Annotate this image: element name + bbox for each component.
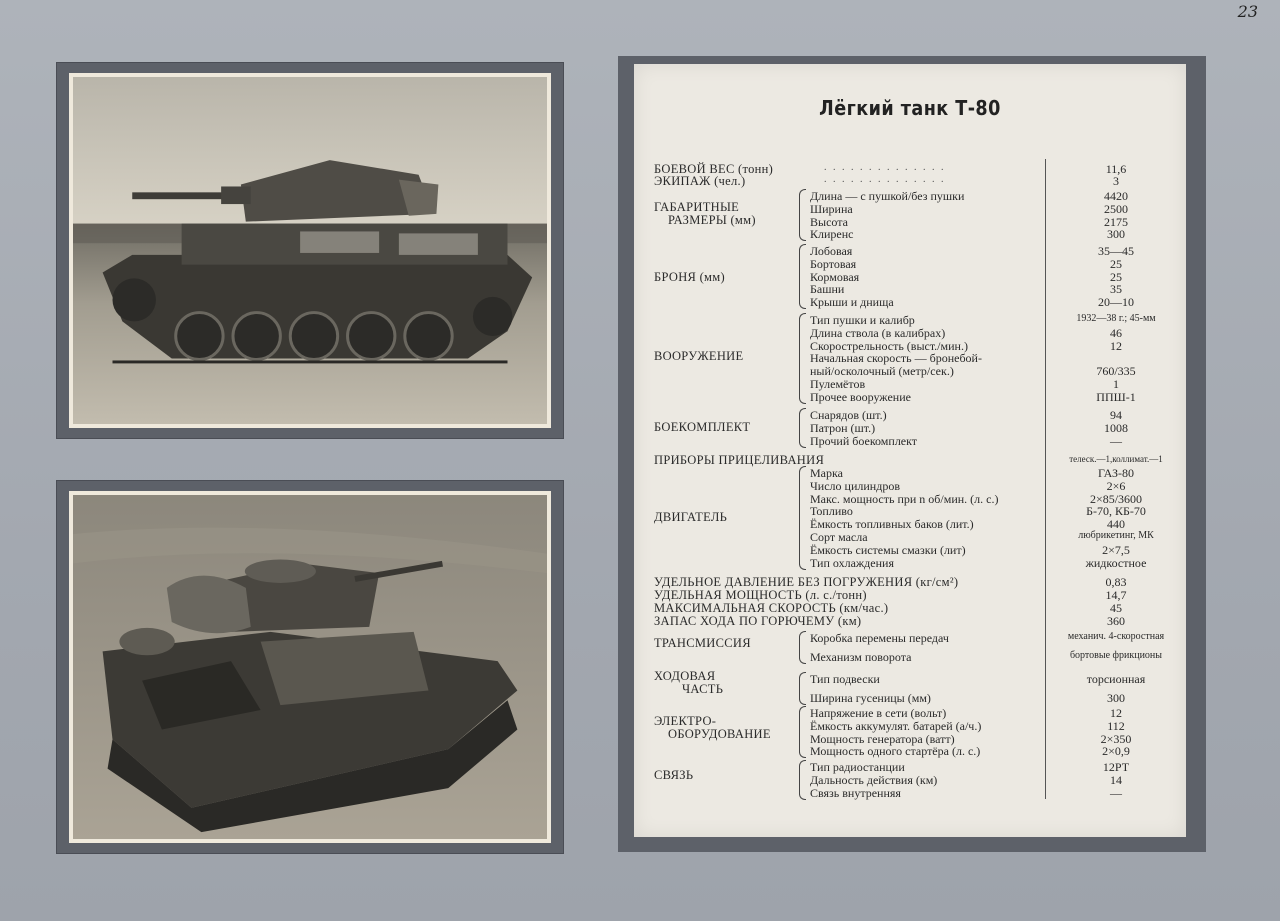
tank-side-view-icon: [73, 77, 547, 424]
spec-label: Бортовая: [810, 256, 857, 271]
spec-label: Высота: [810, 214, 848, 229]
spec-category: ЭКИПАЖ (чел.): [654, 174, 746, 188]
spec-value: 14: [1110, 772, 1122, 787]
spec-value: 2×85/3600: [1089, 491, 1143, 506]
spec-label: Макс. мощность при n об/мин. (л. с.): [810, 491, 999, 506]
spec-category: ТРАНСМИССИЯ: [654, 636, 751, 650]
spec-sheet: [634, 64, 1186, 837]
spec-value: бортовые фрикционы: [1069, 650, 1163, 661]
spec-value: 2175: [1104, 214, 1128, 229]
spec-label: Ёмкость аккумулят. батарей (а/ч.): [810, 718, 982, 733]
spec-value: —: [1110, 433, 1122, 448]
spec-value: 2×0,9: [1102, 744, 1130, 759]
spec-value: 25: [1110, 256, 1122, 271]
spec-label: Связь внутренняя: [810, 785, 901, 800]
spec-label: Пулемётов: [810, 377, 866, 391]
spec-label: Лобовая: [810, 244, 853, 258]
spec-label: Сорт масла: [810, 530, 868, 544]
spec-label: Мощность одного стартёра (л. с.): [810, 744, 981, 759]
spec-value: 20—10: [1098, 295, 1134, 310]
spec-category: ХОДОВАЯ: [654, 669, 716, 683]
spec-category: СВЯЗЬ: [654, 768, 694, 782]
tank-rear-photo: [69, 491, 551, 843]
spec-value: 46: [1110, 325, 1122, 340]
spec-category: ЗАПАС ХОДА ПО ГОРЮЧЕМУ (км): [654, 614, 862, 628]
spec-category: БРОНЯ (мм): [654, 270, 725, 284]
spec-label: Ширина: [810, 201, 853, 216]
spec-category: РАЗМЕРЫ (мм): [668, 213, 756, 227]
spec-label: Тип пушки и калибр: [810, 313, 915, 327]
spec-value: 2×350: [1100, 731, 1132, 746]
spec-value: 11,6: [1105, 162, 1127, 176]
spec-label: Крыши и днища: [810, 295, 894, 310]
spec-label: Число цилиндров: [810, 478, 900, 493]
spec-category: ОБОРУДОВАНИЕ: [668, 727, 771, 741]
spec-label: Ёмкость топливных баков (лит.): [810, 517, 974, 532]
spec-category: ЭЛЕКТРО-: [654, 714, 717, 728]
spec-category: ПРИБОРЫ ПРИЦЕЛИВАНИЯ: [654, 453, 825, 467]
spec-value: жидкостное: [1085, 555, 1147, 570]
spec-value: 45: [1110, 601, 1122, 615]
spec-value: 300: [1107, 227, 1125, 242]
spec-value: 760/335: [1096, 364, 1136, 379]
spec-category: МАКСИМАЛЬНАЯ СКОРОСТЬ (км/час.): [654, 601, 889, 615]
spec-value: 1: [1113, 377, 1119, 391]
dot-leader: . . . . . . . . . . . . . .: [824, 174, 946, 185]
spec-value: 112: [1107, 718, 1125, 733]
spec-label: Тип подвески: [810, 672, 880, 686]
brace: [799, 466, 806, 570]
spec-value: телеск.—1,коллимат.—1: [1069, 454, 1163, 464]
spec-value: 440: [1107, 517, 1125, 532]
spec-value: торсионная: [1086, 672, 1146, 686]
spec-value: любрикетинг, МК: [1078, 530, 1154, 541]
spec-label: Прочий боекомплект: [810, 433, 918, 448]
brace: [799, 631, 806, 664]
spec-label: Дальность действия (км): [810, 772, 938, 787]
brace: [799, 760, 806, 800]
spec-label: Механизм поворота: [810, 650, 912, 664]
spec-label: Кормовая: [810, 269, 860, 284]
spec-category: ДВИГАТЕЛЬ: [654, 510, 728, 524]
spec-value: 25: [1110, 269, 1122, 284]
spec-value: Б-70, КБ-70: [1086, 504, 1146, 519]
spec-value: механич. 4-скоростная: [1067, 631, 1165, 642]
brace: [799, 313, 806, 404]
spec-category: БОЕКОМПЛЕКТ: [654, 420, 751, 434]
brace: [799, 244, 806, 309]
spec-value: 4420: [1104, 189, 1128, 203]
spec-label: Напряжение в сети (вольт): [810, 706, 947, 720]
spec-value: 0,83: [1105, 575, 1127, 589]
spec-value: 2×6: [1106, 478, 1126, 493]
spec-category: ГАБАРИТНЫЕ: [654, 200, 740, 214]
spec-value: 35: [1110, 282, 1122, 297]
spec-label: Мощность генератора (ватт): [810, 731, 955, 746]
spec-label: Тип охлаждения: [810, 555, 894, 570]
spec-label: Топливо: [810, 504, 853, 519]
spec-label: Снарядов (шт.): [810, 408, 887, 422]
spec-value: 12РТ: [1102, 760, 1130, 774]
spec-value: 94: [1110, 408, 1122, 422]
page-number: 23: [1237, 2, 1258, 21]
spec-label: Тип радиостанции: [810, 760, 905, 774]
spec-value: —: [1110, 785, 1122, 800]
spec-value: 3: [1113, 174, 1119, 188]
spec-label: Марка: [810, 466, 843, 480]
spec-category: УДЕЛЬНОЕ ДАВЛЕНИЕ БЕЗ ПОГРУЖЕНИЯ (кг/см²): [654, 575, 959, 589]
spec-label: Прочее вооружение: [810, 389, 911, 404]
spec-value: 12: [1110, 706, 1122, 720]
spec-value: 12: [1110, 338, 1122, 353]
spec-label: Ёмкость системы смазки (лит): [810, 542, 966, 557]
spec-category: БОЕВОЙ ВЕС (тонн): [654, 162, 774, 176]
sheet-title: Лёгкий танк Т-80: [819, 96, 1001, 120]
brace: [799, 189, 806, 241]
spec-value: 2500: [1104, 201, 1128, 216]
photo-frame-top: [57, 63, 563, 438]
spec-label: Начальная скорость — бронебой-: [810, 351, 982, 366]
spec-label: Патрон (шт.): [810, 420, 876, 435]
spec-category: ЧАСТЬ: [682, 682, 724, 696]
spec-value: 1932—38 г.; 45-мм: [1076, 313, 1156, 324]
spec-value: ГАЗ-80: [1097, 466, 1134, 480]
spec-label: Коробка перемены передач: [810, 631, 949, 645]
spec-value: 360: [1107, 614, 1125, 628]
spec-value: ППШ-1: [1096, 389, 1136, 404]
spec-label: Длина — с пушкой/без пушки: [810, 189, 965, 203]
tank-rear-view-icon: [73, 495, 547, 839]
spec-label: ный/осколочный (метр/сек.): [810, 364, 954, 379]
spec-label: Башни: [810, 282, 845, 297]
spec-value: 300: [1107, 691, 1125, 705]
spec-value: 1008: [1104, 420, 1128, 435]
brace: [799, 706, 806, 758]
spec-value: 2×7,5: [1102, 542, 1130, 557]
spec-value: 14,7: [1105, 588, 1127, 602]
spec-label: Ширина гусеницы (мм): [810, 691, 931, 705]
spec-value: 35—45: [1098, 244, 1134, 258]
dot-leader: . . . . . . . . . . . . . .: [824, 162, 946, 173]
spec-label: Длина ствола (в калибрах): [810, 325, 946, 340]
spec-category: ВООРУЖЕНИЕ: [654, 349, 744, 363]
brace: [799, 672, 806, 705]
brace: [799, 408, 806, 448]
spec-label: Скорострельность (выст./мин.): [810, 338, 968, 353]
tank-side-photo: [69, 73, 551, 428]
photo-frame-bottom: [57, 481, 563, 853]
spec-label: Клиренс: [810, 227, 854, 242]
spec-category: УДЕЛЬНАЯ МОЩНОСТЬ (л. с./тонн): [654, 588, 867, 602]
